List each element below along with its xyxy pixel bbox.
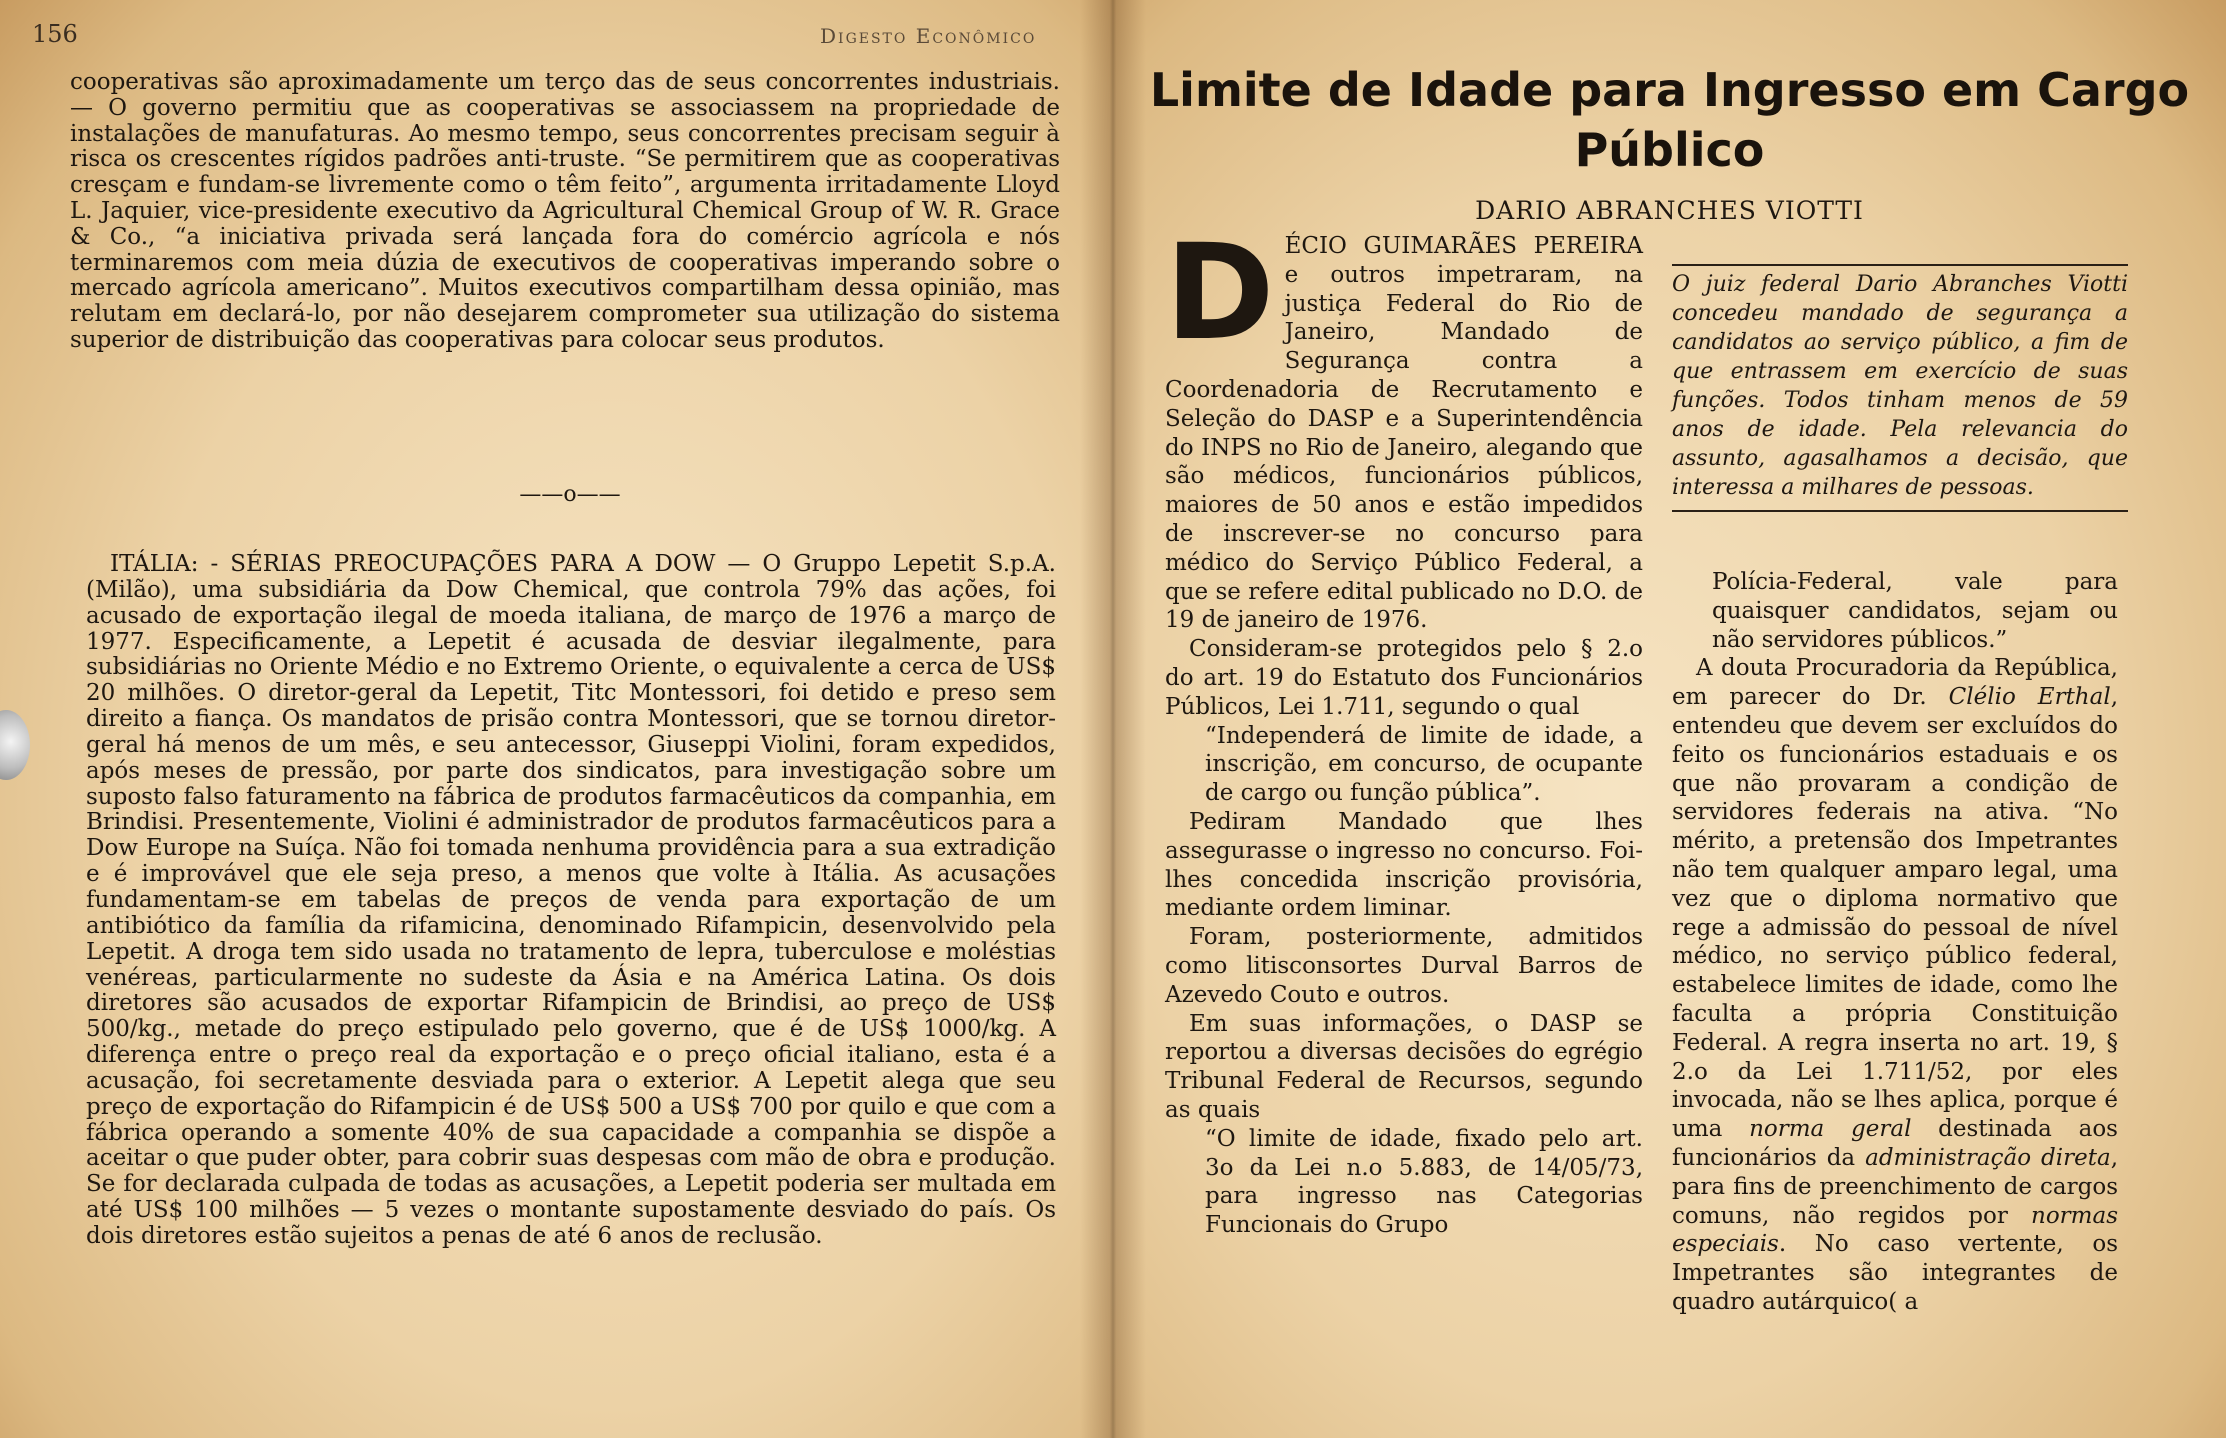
paragraph-procuradoria [1672, 654, 2118, 1316]
article-title: Limite de Idade para Ingresso em Cargo Público [1149, 63, 2190, 177]
left-top-text [70, 70, 1060, 354]
paragraph-foram: Foram, posteriormente, admitidos como litisconsortes Durval Barros de Azevedo Couto e outros. [1165, 924, 1643, 1008]
procuradoria-text-5: . No caso vertente, os Impetrantes são integrantes de quadro autárquico( a [1672, 1231, 2118, 1315]
italy-article-text: ITÁLIA: - SÉRIAS PREOCUPAÇÕES PARA A DOW — O Gruppo Lepetit S.p.A. (Milão), uma subsidiária da Dow Chemical, que controla 79% das ações, foi acusado de exportação ilegal de moeda italiana, de março de 1976 a março de 1977. Especificamente, a Lepetit é acusada de desviar ilegalmente, para subsidiárias no Oriente Médio e no Extremo Oriente, o equivalente a cerca de US$ 20 milhões. O diretor-geral da Lepetit, Titc Montessori, foi detido e preso sem direito a fiança. Os mandatos de prisão contra Montessori, que se tornou diretor-geral há menos de um mês, e seu antecessor, Giuseppi Violini, foram expedidos, após meses de pressão, por parte dos sindicatos, para investigação sobre um suposto falso faturamento na fábrica de produtos farmacêuticos da companhia, em Brindisi. Presentemente, Violini é administrador de produtos farmacêuticos para a Dow Europe na Suíça. Não foi tomada nenhuma providência para a sua extradição e é improvável que ele seja preso, a menos que volte à Itália. As acusações fundamentam-se em tabelas de preços de venda para exportação de um antibiótico da família da rifamicina, denominado Rifampicin, desenvolvido pela Lepetit. A droga tem sido usada no tratamento de lepra, tuberculose e moléstias venéreas, particularmente no sudeste da Ásia e na América Latina. Os dois diretores são acusados de exportar Rifampicin de Brindisi, ao preço de US$ 500/kg., metade do preço estipulado pelo governo, que é de US$ 1000/kg. A diferença entre o preço real da exportação e o preço oficial italiano, esta é a acusação, foi secretamente desviada para o exterior. A Lepetit alega que seu preço de exportação do Rifampicin é de US$ 500 a US$ 700 por quilo e que com a fábrica operando a somente 40% de sua capacidade a companhia se dispõe a aceitar o que puder obter, para cobrir suas despesas com mão de obra e produção. Se for declarada culpada de todas as acusações, a Lepetit poderia ser multada em até US$ 100 milhões — 5 vezes o montante supostamente desviado do país. Os dois diretores estão sujeitos a penas de até 6 anos de reclusão. [86, 551, 1056, 1249]
cooperatives-paragraph: cooperativas são aproximadamente um terço das de seus concorrentes industriais. — O governo permitiu que as cooperativas se associassem na propriedade de instalações de manufaturas. Ao mesmo tempo, seus concorrentes precisam seguir à risca os crescentes rígidos padrões anti-truste. “Se permitirem que as cooperativas cresçam e fundam-se livremente como o têm feito”, argumenta irritadamente Lloyd L. Jaquier, vice-presidente executivo da Agricultural Chemical Group of W. R. Grace & Co., “a iniciativa privada será lançada fora do comércio agrícola e nós terminaremos com meia dúzia de executivos de cooperativas imperando sobre o mercado agrícola americano”. Muitos executivos compartilham dessa opinião, mas relutam em declará-lo, por não desejarem comprometer sua utilização do sistema superior de distribuição das cooperativas para colocar seus produtos. [70, 69, 1060, 353]
article-author: DARIO ABRANCHES VIOTTI [1475, 196, 1864, 225]
section-divider: ——o—— [519, 482, 621, 507]
procurador-name: Clélio Erthal [1948, 684, 2111, 711]
page-number: 156 [32, 20, 78, 48]
drop-cap: D [1165, 216, 1275, 370]
emphasis-norma-geral: norma geral [1749, 1116, 1912, 1143]
paper-clip [0, 710, 30, 780]
procuradoria-text-4: , para fins de preenchimento de cargos comuns, não regidos por [1672, 1144, 2118, 1229]
running-head: Digesto Econômico [820, 24, 1037, 48]
italy-article [86, 552, 1056, 1250]
procuradoria-text-2: , entendeu que devem ser excluídos do feito os funcionários estaduais e os que não provaram a condição de servidores federais na ativa. “No mérito, a pretensão dos Impetrantes não tem qualquer amparo legal, uma vez que o diploma normativo que rege a admissão do pessoal de nível médico, no serviço público federal, estabelece limites de idade, como lhe faculta a própria Constituição Federal. A regra inserta no art. 19, § 2.o da Lei 1.711/52, por eles invocada, não se lhes aplica, porque é uma [1672, 684, 2118, 1143]
procuradoria-text-3: destinada aos funcionários da [1672, 1116, 2118, 1171]
right-column-a [1165, 216, 1643, 1240]
procuradoria-text-1: A douta Procuradoria da República, em parecer do Dr. [1672, 655, 2118, 711]
quote-continuation: Polícia-Federal, vale para quaisquer candidatos, sejam ou não servidores públicos.” [1712, 569, 2118, 653]
paragraph-informacoes: Em suas informações, o DASP se reportou a diversas decisões do egrégio Tribunal Federal de Recursos, segundo as quais [1165, 1010, 1643, 1123]
opening-paragraph: ÉCIO GUIMARÃES PEREIRA e outros impetraram, na justiça Federal do Rio de Janeiro, Mandado de Segurança contra a Coordenadoria de Recrutamento e Seleção do DASP e a Superintendência do INPS no Rio de Janeiro, alegando que são médicos, funcionários públicos, maiores de 50 anos e estão impedidos de inscrever-se no concurso para médico do Serviço Público Federal, a que se refere edital publicado no D.O. de 19 de janeiro de 1976. [1165, 233, 1643, 634]
quote-limite: “O limite de idade, fixado pelo art. 3o da Lei n.o 5.883, de 14/05/73, para ingresso nas Categorias Funcionais do Grupo [1205, 1125, 1643, 1239]
right-column-b [1672, 568, 2118, 1317]
emphasis-administracao: administração direta [1865, 1144, 2111, 1171]
article-summary-box: O juiz federal Dario Abranches Viotti concedeu mandado de segurança a candidatos ao serviço público, a fim de que entrassem em exercício de suas funções. Todos tinham menos de 59 anos de idade. Pela relevancia do assunto, agasalhamos a decisão, que interessa a milhares de pessoas. [1672, 264, 2128, 512]
quote-estatuto: “Independerá de limite de idade, a inscrição, em concurso, de ocupante de cargo ou função pública”. [1205, 722, 1643, 807]
emphasis-normas-especiais: normas especiais [1672, 1202, 2118, 1258]
paragraph-consideram: Consideram-se protegidos pelo § 2.o do art. 19 do Estatuto dos Funcionários Públicos, Lei 1.711, segundo o qual [1165, 636, 1643, 720]
paragraph-pediram: Pediram Mandado que lhes assegurasse o ingresso no concurso. Foi-lhes concedida inscrição provisória, mediante ordem liminar. [1165, 808, 1643, 922]
